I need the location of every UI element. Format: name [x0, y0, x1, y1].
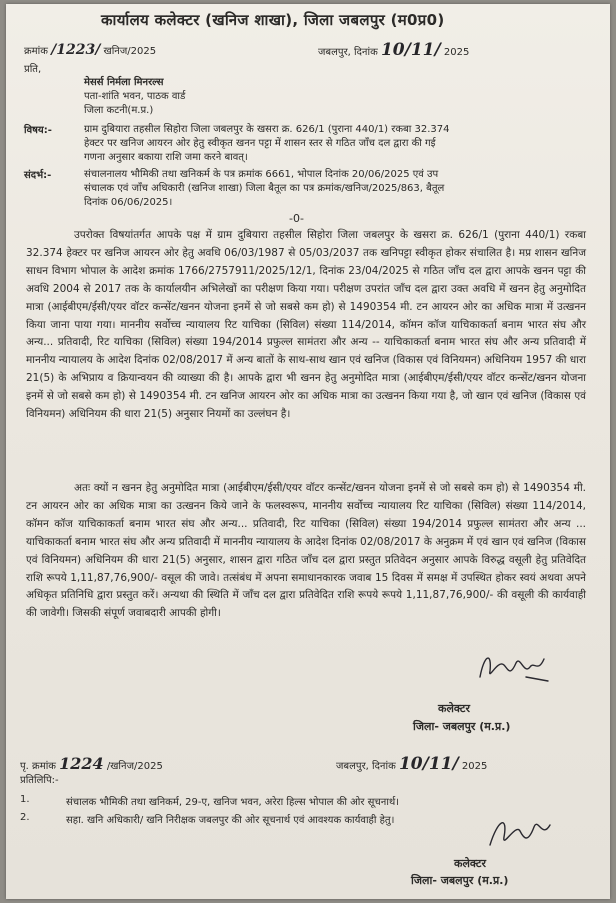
collector-signature-2	[486, 809, 556, 854]
addressee-name: मेसर्स निर्मला मिनरल्स	[84, 77, 164, 88]
addressee-address: पता-शांति भवन, पाठक वार्ड	[84, 91, 186, 102]
addressee-district: जिला कटनी(म.प्र.)	[84, 105, 154, 116]
subject-line-2: हेक्टर पर खनिज आयरन ओर हेतु स्वीकृत खनन पट्टा में शासन स्तर से गठित जाँच दल द्वारा की गई	[84, 138, 436, 149]
reference-label: संदर्भ:-	[24, 170, 52, 181]
section-divider: -0-	[289, 212, 304, 225]
signature-1-district: जिला- जबलपुर (म.प्र.)	[413, 720, 511, 733]
subject-line-3: गणना अनुसार बकाया राशि जमा करने बावत्।	[84, 152, 248, 163]
addressee-prati: प्रति,	[24, 64, 42, 75]
reference-line-1: संचालनालय भौमिकी तथा खनिकर्म के पत्र क्रमांक 6661, भोपाल दिनांक 20/06/2025 एवं उप	[84, 169, 439, 180]
document-page	[6, 4, 610, 899]
signature-2-title: कलेक्टर	[454, 857, 486, 870]
copy-item-1-text: संचालक भौमिकी तथा खनिकर्म, 29-ए, खनिज भवन, अरेरा हिल्स भोपाल की ओर सूचनार्थ।	[66, 797, 400, 808]
signature-1-title: कलेक्टर	[438, 702, 470, 715]
collector-signature-1	[474, 647, 554, 687]
subject-line-1: ग्राम दुबियारा तहसील सिहोरा जिला जबलपुर के खसरा क्र. 626/1 (पुराना 440/1) रकबा 32.374	[84, 124, 450, 135]
office-header: कार्यालय कलेक्टर (खनिज शाखा), जिला जबलपुर (म0प्र0)	[101, 11, 445, 29]
reference-line-3: दिनांक 06/06/2025।	[84, 197, 173, 208]
copy-item-1-num: 1.	[20, 794, 30, 805]
reference-line-2: संचालक एवं जाँच अधिकारी (खनिज शाखा) जिला बैतूल का पत्र क्रमांक/खनिज/2025/863, बैतूल	[84, 183, 445, 194]
copy-item-2-text: सहा. खनि अधिकारी/ खनि निरीक्षक जबलपुर की ओर सूचनार्थ एवं आवश्यक कार्यवाही हेतु।	[66, 815, 395, 826]
copy-item-2-num: 2.	[20, 812, 30, 823]
subject-label: विषय:-	[24, 125, 52, 136]
copy-letter-number: पृ. क्रमांक 1224 /खनिज/2025	[20, 754, 163, 773]
signature-2-district: जिला- जबलपुर (म.प्र.)	[411, 874, 509, 887]
body-paragraph-2: अतः क्यों न खनन हेतु अनुमोदित मात्रा (आईबीएम/ईसी/एयर वॉटर कन्सेंट/खनन योजना इनमें से जो सबसे कम हो) से 1490354 मी. टन आयरन ओर का अधिक मात्रा का उत्खनन किये जाने के फलस्वरूप, माननीय सर्वोच्च न्यायालय रिट याचिका (सिविल) संख्या 114/2014, कॉमन कॉज याचिकाकर्ता बनाम भारत संघ और अन्य... प्रतिवादी, रिट याचिका (सिविल) संख्या 194/2014 प्रफुल्ल सामंतरा और अन्य ... याचिकाकर्ता बनाम भारत संघ और अन्य प्रतिवादी में माननीय न्यायालय के आदेश दिनांक 02/08/2017 के अनुक्रम में एवं खान एवं खनिज (विकास एवं विनियमन) अधिनियम की धारा 21(5) अनुसार, शासन द्वारा गठित जाँच दल द्वारा प्रस्तुत प्रतिवेदन अनुसार आपके विरुद्ध वसूली हेतु प्रतिवेदित राशि रूपये 1,11,87,76,900/- वसूल की जावे। तत्संबंध में अपना समाधानकारक जवाब 15 दिवस में समक्ष में उपस्थित होकर स्वयं अथवा अपने अधिकृत प्रतिनिधि द्वारा प्रस्तुत करें। अन्यथा की स्थिति में जाँच दल द्वारा प्रतिवेदित राशि रूपये रूपये 1,11,87,76,900/- की वसूली की कार्यवाही की जावेगी। जिसकी संपूर्ण जवाबदारी आपकी होगी।	[26, 482, 586, 620]
copy-letter-date: जबलपुर, दिनांक 10/11/ 2025	[336, 754, 488, 774]
body-paragraph-1: उपरोक्त विषयांतर्गत आपके पक्ष में ग्राम दुबियारा तहसील सिहोरा जिला जबलपुर के खसरा क्र. 626/1 (पुराना 440/1) रकबा 32.374 हेक्टर पर खनिज आयरन ओर हेतु अवधि 06/03/1987 से 05/03/2037 तक खनिपट्टा स्वीकृत होकर संचालित है। मप्र शासन खनिज साधन विभाग भोपाल के आदेश क्रमांक 1766/2757911/2025/12/1, दिनांक 23/04/2025 से गठित जाँच दल द्वारा आपके खनन पट्टा की अवधि 2004 से 2017 तक के कार्यालयीन अभिलेखों का परीक्षण किया गया। परीक्षण उपरांत जाँच दल द्वारा उक्त अवधि में खनन हेतु अनुमोदित मात्रा (आईबीएम/ईसी/एयर वॉटर कन्सेंट/खनन योजना इनमें से जो सबसे कम हो) से 1490354 मी. टन आयरन ओर का अधिक मात्रा में उत्खनन किया जाना पाया गया। माननीय सर्वोच्च न्यायालय रिट याचिका (सिविल) संख्या 114/2014, कॉमन कॉज याचिकाकर्ता बनाम भारत संघ और अन्य... प्रतिवादी, रिट याचिका (सिविल) संख्या 194/2014 प्रफुल्ल सामंतरा और अन्य -- याचिकाकर्ता बनाम भारत संघ और अन्य प्रतिवादी में माननीय न्यायालय के आदेश दिनांक 02/08/2017 में अन्य बातों के साथ-साथ खान एवं खनिज (विकास एवं विनियमन) अधिनियम 1957 की धारा 21(5) के अभिप्राय व क्रियान्वयन की व्याख्या की है। आपके द्वारा भी खनन हेतु अनुमोदित मात्रा (आईबीएम/ईसी/एयर वॉटर कन्सेंट/खनन योजना इनमें से जो सबसे कम हो) से 1490354 मी. टन खनिज आयरन ओर का अधिक मात्रा का उत्खनन किया गया है, जो खान एवं खनिज (विकास एवं विनियमन) अधिनियम की धारा 21(5) अनुसार नियमों का उल्लंघन है।	[26, 229, 586, 421]
letter-number: क्रमांक /1223/ खनिज/2025	[24, 42, 157, 58]
letter-date: जबलपुर, दिनांक 10/11/ 2025	[318, 40, 470, 60]
copy-pratilipi-label: प्रतिलिपि:-	[20, 775, 59, 786]
